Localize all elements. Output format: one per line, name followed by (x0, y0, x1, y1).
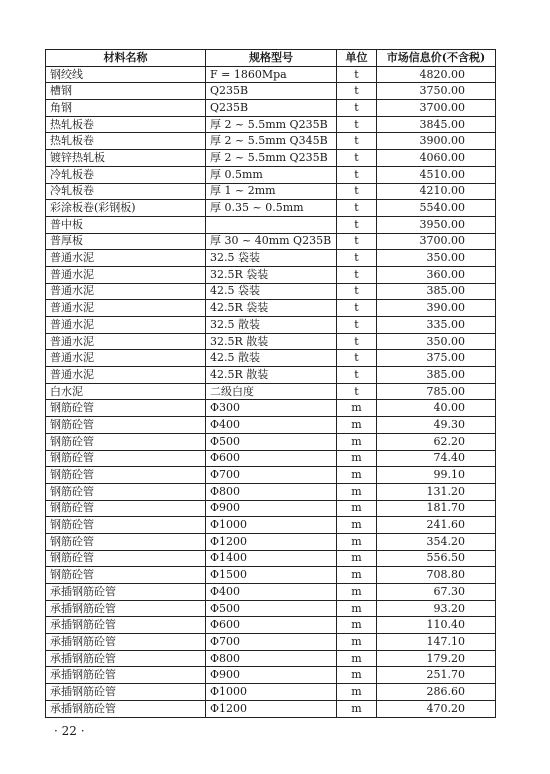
cell-price: 385.00 (377, 367, 496, 384)
cell-price: 390.00 (377, 300, 496, 317)
cell-material-name: 钢筋砼管 (46, 517, 206, 534)
cell-unit: m (337, 517, 377, 534)
cell-price: 49.30 (377, 417, 496, 434)
cell-material-name: 钢筋砼管 (46, 533, 206, 550)
cell-specification: Φ400 (206, 584, 337, 601)
cell-price: 4060.00 (377, 150, 496, 167)
cell-material-name: 热轧板卷 (46, 116, 206, 133)
page-number: · 22 · (54, 724, 85, 738)
cell-unit: t (337, 66, 377, 83)
cell-specification: 厚 1 ~ 2mm (206, 183, 337, 200)
cell-unit: m (337, 650, 377, 667)
cell-specification: Q235B (206, 100, 337, 117)
table-row (46, 283, 496, 300)
cell-specification: Φ900 (206, 667, 337, 684)
cell-price: 62.20 (377, 433, 496, 450)
cell-specification: 厚 0.35 ~ 0.5mm (206, 200, 337, 217)
cell-price: 181.70 (377, 500, 496, 517)
cell-unit: t (337, 266, 377, 283)
cell-material-name: 钢筋砼管 (46, 500, 206, 517)
cell-material-name: 普中板 (46, 216, 206, 233)
table-row (46, 400, 496, 417)
table-row (46, 617, 496, 634)
cell-unit: m (337, 417, 377, 434)
cell-price: 67.30 (377, 584, 496, 601)
cell-unit: m (337, 584, 377, 601)
cell-unit: t (337, 116, 377, 133)
cell-price: 350.00 (377, 333, 496, 350)
cell-material-name: 钢筋砼管 (46, 400, 206, 417)
cell-material-name: 槽钢 (46, 83, 206, 100)
cell-material-name: 承插钢筋砼管 (46, 584, 206, 601)
cell-unit: t (337, 383, 377, 400)
cell-specification: Φ1200 (206, 700, 337, 717)
table-row (46, 500, 496, 517)
cell-unit: m (337, 400, 377, 417)
table-row (46, 183, 496, 200)
cell-price: 131.20 (377, 483, 496, 500)
cell-price: 110.40 (377, 617, 496, 634)
cell-material-name: 镀锌热轧板 (46, 150, 206, 167)
cell-specification: Φ600 (206, 617, 337, 634)
table-row (46, 200, 496, 217)
cell-material-name: 钢筋砼管 (46, 550, 206, 567)
cell-specification: 厚 2 ~ 5.5mm Q345B (206, 133, 337, 150)
cell-unit: m (337, 567, 377, 584)
cell-unit: t (337, 100, 377, 117)
cell-specification: Φ700 (206, 467, 337, 484)
cell-price: 556.50 (377, 550, 496, 567)
cell-specification: Φ1200 (206, 533, 337, 550)
table-row (46, 634, 496, 651)
cell-specification: Φ900 (206, 500, 337, 517)
cell-price: 3845.00 (377, 116, 496, 133)
cell-unit: t (337, 317, 377, 334)
table-row (46, 216, 496, 233)
cell-specification: 42.5 散装 (206, 350, 337, 367)
table-row (46, 100, 496, 117)
table-row (46, 567, 496, 584)
cell-specification: Φ400 (206, 417, 337, 434)
cell-material-name: 承插钢筋砼管 (46, 600, 206, 617)
cell-price: 335.00 (377, 317, 496, 334)
cell-material-name: 承插钢筋砼管 (46, 667, 206, 684)
cell-unit: m (337, 483, 377, 500)
cell-specification: Φ500 (206, 433, 337, 450)
table-row (46, 533, 496, 550)
cell-price: 3900.00 (377, 133, 496, 150)
cell-unit: m (337, 617, 377, 634)
table-row (46, 266, 496, 283)
table-row (46, 300, 496, 317)
table-row (46, 650, 496, 667)
cell-unit: m (337, 500, 377, 517)
cell-unit: t (337, 166, 377, 183)
cell-material-name: 普通水泥 (46, 300, 206, 317)
cell-price: 354.20 (377, 533, 496, 550)
table-header-row (46, 50, 496, 67)
cell-unit: m (337, 467, 377, 484)
table-row (46, 684, 496, 701)
cell-material-name: 彩涂板卷(彩钢板) (46, 200, 206, 217)
cell-material-name: 钢绞线 (46, 66, 206, 83)
cell-unit: t (337, 83, 377, 100)
cell-unit: t (337, 133, 377, 150)
cell-price: 375.00 (377, 350, 496, 367)
cell-specification: 42.5 袋装 (206, 283, 337, 300)
cell-price: 40.00 (377, 400, 496, 417)
cell-material-name: 白水泥 (46, 383, 206, 400)
cell-material-name: 钢筋砼管 (46, 467, 206, 484)
table-row (46, 166, 496, 183)
table-row (46, 483, 496, 500)
cell-unit: t (337, 150, 377, 167)
cell-specification: Φ1500 (206, 567, 337, 584)
cell-price: 4820.00 (377, 66, 496, 83)
cell-specification: Φ1000 (206, 517, 337, 534)
cell-specification: 二级白度 (206, 383, 337, 400)
cell-price: 179.20 (377, 650, 496, 667)
cell-material-name: 普通水泥 (46, 350, 206, 367)
cell-specification: 厚 2 ~ 5.5mm Q235B (206, 150, 337, 167)
cell-unit: m (337, 550, 377, 567)
cell-material-name: 承插钢筋砼管 (46, 634, 206, 651)
cell-price: 286.60 (377, 684, 496, 701)
cell-price: 3700.00 (377, 233, 496, 250)
cell-price: 93.20 (377, 600, 496, 617)
cell-price: 3700.00 (377, 100, 496, 117)
cell-material-name: 普通水泥 (46, 283, 206, 300)
cell-price: 251.70 (377, 667, 496, 684)
cell-unit: m (337, 684, 377, 701)
cell-specification: Φ800 (206, 483, 337, 500)
cell-specification: Φ500 (206, 600, 337, 617)
cell-unit: m (337, 700, 377, 717)
cell-unit: t (337, 250, 377, 267)
table-row (46, 66, 496, 83)
table-row (46, 417, 496, 434)
cell-unit: m (337, 600, 377, 617)
table-row (46, 116, 496, 133)
cell-specification: Φ600 (206, 450, 337, 467)
cell-specification: Q235B (206, 83, 337, 100)
cell-unit: m (337, 667, 377, 684)
cell-unit: t (337, 200, 377, 217)
cell-price: 99.10 (377, 467, 496, 484)
cell-price: 708.80 (377, 567, 496, 584)
cell-specification: 42.5R 散装 (206, 367, 337, 384)
cell-specification: 42.5R 袋装 (206, 300, 337, 317)
cell-unit: m (337, 450, 377, 467)
cell-specification: F = 1860Mpa (206, 66, 337, 83)
cell-unit: t (337, 333, 377, 350)
cell-material-name: 钢筋砼管 (46, 433, 206, 450)
table-row (46, 250, 496, 267)
cell-price: 350.00 (377, 250, 496, 267)
cell-price: 4510.00 (377, 166, 496, 183)
cell-price: 3750.00 (377, 83, 496, 100)
cell-price: 147.10 (377, 634, 496, 651)
cell-price: 241.60 (377, 517, 496, 534)
header-market-price: 市场信息价(不含税) (377, 50, 496, 67)
cell-material-name: 普厚板 (46, 233, 206, 250)
table-row (46, 700, 496, 717)
header-unit: 单位 (337, 50, 377, 67)
cell-price: 74.40 (377, 450, 496, 467)
cell-unit: t (337, 367, 377, 384)
cell-price: 470.20 (377, 700, 496, 717)
table-row (46, 550, 496, 567)
cell-specification: Φ700 (206, 634, 337, 651)
cell-unit: t (337, 283, 377, 300)
cell-specification: 32.5R 袋装 (206, 266, 337, 283)
cell-unit: m (337, 533, 377, 550)
table-row (46, 433, 496, 450)
table-row (46, 83, 496, 100)
table-row (46, 600, 496, 617)
cell-specification: 厚 30 ~ 40mm Q235B (206, 233, 337, 250)
cell-specification: 厚 0.5mm (206, 166, 337, 183)
cell-specification: 厚 2 ~ 5.5mm Q235B (206, 116, 337, 133)
cell-material-name: 承插钢筋砼管 (46, 700, 206, 717)
cell-material-name: 普通水泥 (46, 317, 206, 334)
cell-unit: t (337, 233, 377, 250)
cell-specification: 32.5 散装 (206, 317, 337, 334)
cell-unit: t (337, 183, 377, 200)
table-body (46, 66, 496, 717)
table-row (46, 233, 496, 250)
cell-material-name: 冷轧板卷 (46, 166, 206, 183)
table-row (46, 350, 496, 367)
cell-material-name: 钢筋砼管 (46, 450, 206, 467)
table-header (46, 50, 496, 67)
cell-material-name: 钢筋砼管 (46, 417, 206, 434)
cell-unit: t (337, 300, 377, 317)
cell-price: 3950.00 (377, 216, 496, 233)
table-row (46, 517, 496, 534)
cell-material-name: 钢筋砼管 (46, 483, 206, 500)
cell-material-name: 承插钢筋砼管 (46, 650, 206, 667)
cell-material-name: 普通水泥 (46, 333, 206, 350)
cell-specification: Φ1400 (206, 550, 337, 567)
cell-specification: Φ800 (206, 650, 337, 667)
cell-price: 5540.00 (377, 200, 496, 217)
cell-price: 360.00 (377, 266, 496, 283)
table-row (46, 333, 496, 350)
table-row (46, 450, 496, 467)
header-specification: 规格型号 (206, 50, 337, 67)
cell-unit: m (337, 433, 377, 450)
cell-material-name: 角钢 (46, 100, 206, 117)
cell-unit: m (337, 634, 377, 651)
cell-price: 785.00 (377, 383, 496, 400)
cell-unit: t (337, 350, 377, 367)
cell-material-name: 钢筋砼管 (46, 567, 206, 584)
table-row (46, 367, 496, 384)
table-row (46, 317, 496, 334)
cell-price: 385.00 (377, 283, 496, 300)
cell-specification: Φ300 (206, 400, 337, 417)
table-row (46, 584, 496, 601)
cell-material-name: 冷轧板卷 (46, 183, 206, 200)
table-row (46, 133, 496, 150)
cell-specification: Φ1000 (206, 684, 337, 701)
cell-material-name: 普通水泥 (46, 266, 206, 283)
cell-specification (206, 216, 337, 233)
cell-material-name: 普通水泥 (46, 367, 206, 384)
cell-material-name: 普通水泥 (46, 250, 206, 267)
cell-material-name: 承插钢筋砼管 (46, 684, 206, 701)
cell-specification: 32.5R 散装 (206, 333, 337, 350)
cell-material-name: 承插钢筋砼管 (46, 617, 206, 634)
table-row (46, 383, 496, 400)
table-row (46, 467, 496, 484)
price-table (45, 49, 496, 718)
cell-specification: 32.5 袋装 (206, 250, 337, 267)
table-row (46, 150, 496, 167)
table-row (46, 667, 496, 684)
cell-unit: t (337, 216, 377, 233)
cell-material-name: 热轧板卷 (46, 133, 206, 150)
header-material-name: 材料名称 (46, 50, 206, 67)
cell-price: 4210.00 (377, 183, 496, 200)
